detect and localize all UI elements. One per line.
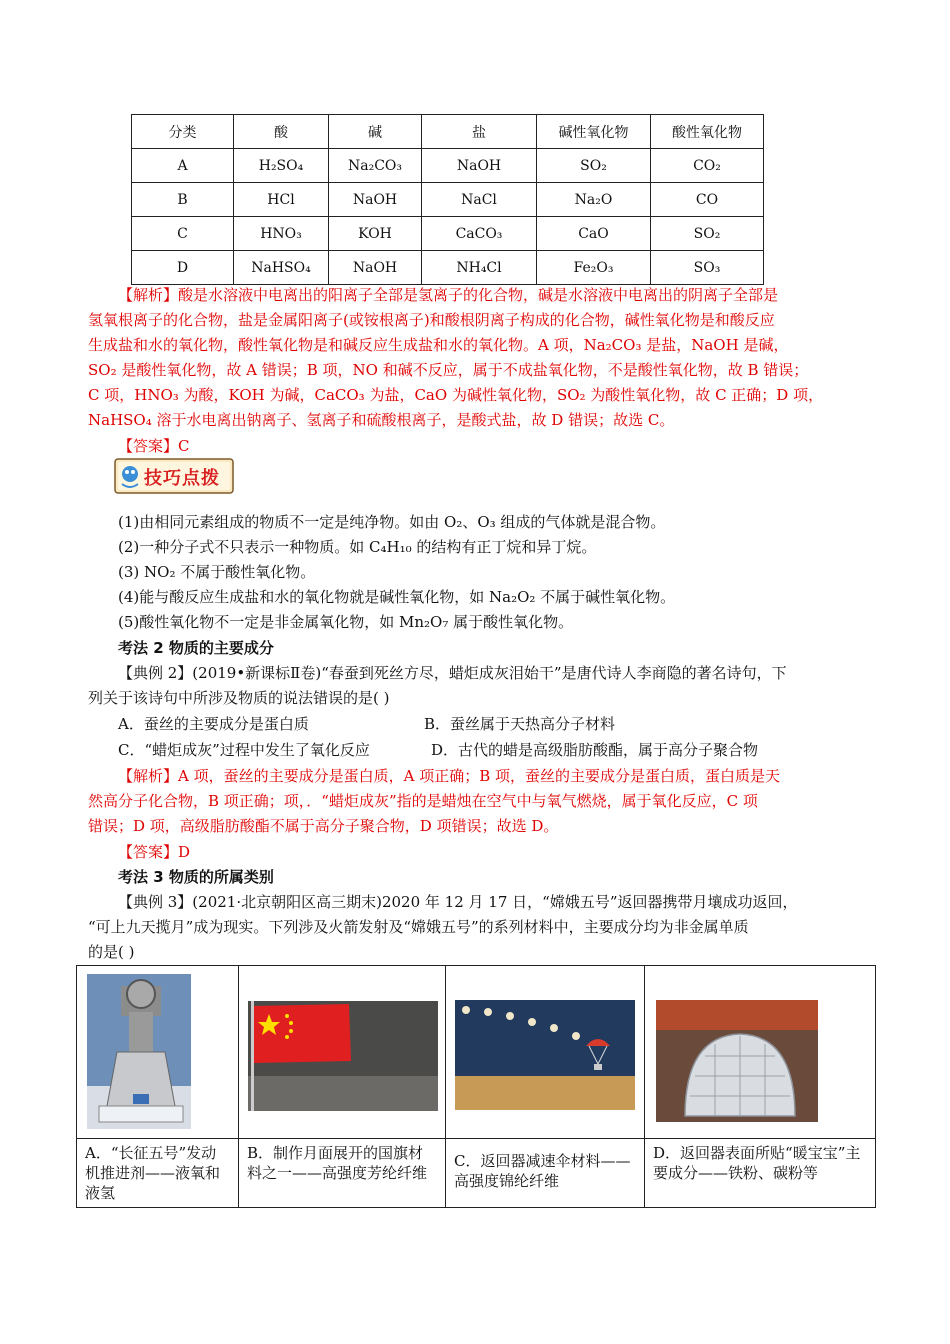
- tip-item: (5)酸性氧化物不一定是非金属氧化物，如 Mn₂O₇ 属于酸性氧化物。: [118, 613, 574, 631]
- table-cell: NaOH: [329, 251, 422, 285]
- photo-cell: [77, 966, 239, 1139]
- tips-badge-label: 技巧点拨: [144, 468, 220, 489]
- caption-b: B．制作月面展开的国旗材料之一——高强度芳纶纤维: [247, 1144, 428, 1182]
- caption-c: C．返回器减速伞材料——高强度锦纶纤维: [454, 1152, 631, 1190]
- table-cell: CaO: [537, 217, 651, 251]
- option-c: C．“蜡炬成灰”过程中发生了氧化反应: [118, 741, 370, 759]
- photo-cell: [645, 966, 876, 1139]
- example-3-line: 【典例 3】(2021·北京朝阳区高三期末)2020 年 12 月 17 日，“嫦娥五号”返回器携带月壤成功返回，: [118, 893, 798, 911]
- table-cell: SO₃: [651, 251, 764, 285]
- table-cell: B: [132, 183, 234, 217]
- analysis-1-line: 生成盐和水的氧化物，酸性氧化物是和碱反应生成盐和水的氧化物。A 项，Na₂CO₃ 是盐，NaOH 是碱，: [88, 336, 789, 354]
- example-2-line: 列关于该诗句中所涉及物质的说法错误的是( ): [88, 689, 390, 707]
- return-capsule-image: [645, 966, 875, 1134]
- table-header-cell: 盐: [422, 115, 537, 149]
- moon-flag-image: [239, 966, 445, 1134]
- example-2-line: 【典例 2】(2019•新课标Ⅱ卷)“春蚕到死丝方尽，蜡炬成灰泪始干”是唐代诗人李商隐的著名诗句，下: [118, 664, 787, 682]
- analysis-1-line: C 项，HNO₃ 为酸，KOH 为碱，CaCO₃ 为盐，CaO 为碱性氧化物，SO₂ 为酸性氧化物，故 C 正确；D 项，: [88, 386, 824, 404]
- caption-cell: [77, 1139, 239, 1208]
- option-d: D．古代的蜡是高级脂肪酸酯，属于高分子聚合物: [431, 741, 759, 759]
- table-row: [132, 183, 764, 217]
- table-cell: CaCO₃: [422, 217, 537, 251]
- caption-cell: [239, 1139, 446, 1208]
- photo-cell: [446, 966, 645, 1139]
- table-cell: Fe₂O₃: [537, 251, 651, 285]
- table-cell: Na₂O: [537, 183, 651, 217]
- answer-1: 【答案】C: [118, 437, 190, 455]
- tips-badge: [114, 458, 234, 494]
- analysis-2-line: 【解析】A 项，蚕丝的主要成分是蛋白质，A 项正确；B 项，蚕丝的主要成分是蛋白质，蛋白质是天: [118, 767, 780, 785]
- option-a: A．蚕丝的主要成分是蛋白质: [118, 715, 309, 733]
- tip-item: (2)一种分子式不只表示一种物质。如 C₄H₁₀ 的结构有正丁烷和异丁烷。: [118, 538, 597, 556]
- table-cell: NH₄Cl: [422, 251, 537, 285]
- analysis-1-line: SO₂ 是酸性氧化物，故 A 错误；B 项，NO 和碱不反应，属于不成盐氧化物，不是酸性氧化物，故 B 错误；: [88, 361, 809, 379]
- caption-row: [77, 1139, 876, 1208]
- analysis-1-line: 【解析】酸是水溶液中电离出的阳离子全部是氢离子的化合物，碱是水溶液中电离出的阴离子全部是: [118, 286, 779, 304]
- example-3-line: 的是( ): [88, 943, 135, 961]
- analysis-1-line: NaHSO₄ 溶于水电离出钠离子、氢离子和硫酸根离子，是酸式盐，故 D 错误；故选 C。: [88, 411, 675, 429]
- caption-cell: [446, 1139, 645, 1208]
- table-header-cell: 分类: [132, 115, 234, 149]
- table-row: [132, 217, 764, 251]
- table-cell: HNO₃: [234, 217, 329, 251]
- table-header-cell: 碱性氧化物: [537, 115, 651, 149]
- answer-2: 【答案】D: [118, 843, 191, 861]
- materials-table: [76, 965, 876, 1208]
- table-cell: NaOH: [422, 149, 537, 183]
- table-header-cell: 碱: [329, 115, 422, 149]
- table-cell: A: [132, 149, 234, 183]
- table-header-row: [132, 115, 764, 149]
- analysis-2-line: 然高分子化合物，B 项正确；项，．“蜡炬成灰”指的是蜡烛在空气中与氧气燃烧，属于氧化反应，C 项: [88, 792, 758, 810]
- option-b: B．蚕丝属于天热高分子材料: [424, 715, 616, 733]
- tip-item: (1)由相同元素组成的物质不一定是纯净物。如由 O₂、O₃ 组成的气体就是混合物。: [118, 513, 666, 531]
- table-row: [132, 251, 764, 285]
- table-cell: NaHSO₄: [234, 251, 329, 285]
- caption-cell: [645, 1139, 876, 1208]
- table-header-cell: 酸性氧化物: [651, 115, 764, 149]
- table-cell: D: [132, 251, 234, 285]
- photo-row: [77, 966, 876, 1139]
- table-cell: H₂SO₄: [234, 149, 329, 183]
- table-cell: CO: [651, 183, 764, 217]
- table-cell: Na₂CO₃: [329, 149, 422, 183]
- tip-item: (4)能与酸反应生成盐和水的氧化物就是碱性氧化物，如 Na₂O₂ 不属于碱性氧化物。: [118, 588, 676, 606]
- table-cell: HCl: [234, 183, 329, 217]
- section-2-heading: 考法 2 物质的主要成分: [118, 639, 274, 657]
- classification-table: [131, 114, 764, 285]
- analysis-2-line: 错误；D 项，高级脂肪酸酯不属于高分子聚合物，D 项错误；故选 D。: [88, 817, 559, 835]
- section-3-heading: 考法 3 物质的所属类别: [118, 868, 274, 886]
- example-3-line: “可上九天揽月”成为现实。下列涉及火箭发射及“嫦娥五号”的系列材料中，主要成分均为非金属单质: [88, 918, 749, 936]
- caption-d: D．返回器表面所贴“暖宝宝”主要成分——铁粉、碳粉等: [653, 1144, 861, 1182]
- table-cell: NaOH: [329, 183, 422, 217]
- table-row: [132, 149, 764, 183]
- table-cell: KOH: [329, 217, 422, 251]
- caption-a: A．“长征五号”发动机推进剂——液氧和液氢: [85, 1144, 221, 1202]
- table-cell: CO₂: [651, 149, 764, 183]
- table-cell: SO₂: [537, 149, 651, 183]
- analysis-1-line: 氢氧根离子的化合物，盐是金属阳离子(或铵根离子)和酸根阴离子构成的化合物，碱性氧化物是和酸反应: [88, 311, 775, 329]
- table-header-cell: 酸: [234, 115, 329, 149]
- table-cell: SO₂: [651, 217, 764, 251]
- tip-item: (3) NO₂ 不属于酸性氧化物。: [118, 563, 316, 581]
- rocket-engine-image: [77, 966, 238, 1134]
- photo-cell: [239, 966, 446, 1139]
- table-cell: NaCl: [422, 183, 537, 217]
- table-cell: C: [132, 217, 234, 251]
- parachute-image: [446, 966, 644, 1134]
